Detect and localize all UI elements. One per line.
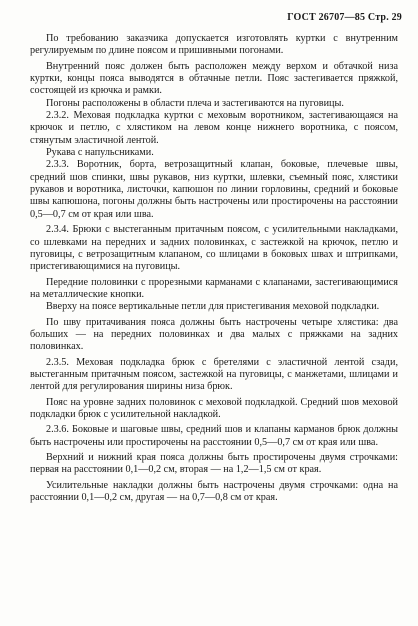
paragraph: Пояс на уровне задних половинок с меховой подкладкой. Средний шов меховой подкладки брюк с усилительной накладкой. — [30, 396, 398, 420]
paragraph: 2.3.3. Воротник, борта, ветрозащитный клапан, боковые, плечевые швы, средний шов спинки, швы рукавов, низ куртки, шлевки, съемный пояс, хлястики рукавов и воротника, листочки, капюшон по линии горловины, средний и боковые швы капюшона, погоны должны быть настрочены или простирочены на расстоянии 0,5—0,7 см от края или шва. — [30, 159, 398, 220]
paragraph: Погоны расположены в области плеча и застегиваются на пуговицы. — [46, 97, 344, 109]
page-header: ГОСТ 26707—85 Стр. 29 — [287, 12, 402, 23]
paragraph: 2.3.4. Брюки с выстеганным притачным поясом, с усилительными накладками, со шлевками на передних и задних половинках, с застежкой на крючок, петлю и пуговицы, с ветрозащитным клапаном, со шлицами в боковых швах и штрипками, пристегивающимися на пуговицы. — [30, 224, 398, 273]
paragraph: Усилительные накладки должны быть настрочены двумя строчками: одна на расстоянии 0,1—0,2 см, другая — на 0,7—0,8 см от края. — [30, 479, 398, 504]
paragraph: Вверху на поясе вертикальные петли для пристегивания меховой подкладки. — [46, 301, 380, 313]
paragraph: По требованию заказчика допускается изготовлять куртки с внутренним регулируемым по длине поясом и пришивными погонами. — [30, 33, 398, 57]
paragraph: Внутренний пояс должен быть расположен между верхом и обтачкой низа куртки, концы пояса выводятся в обтачные петли. Пояс застегивается пряжкой, состоящей из крючка и рамки. — [30, 60, 398, 97]
paragraph: Передние половинки с прорезными карманами с клапанами, застегивающимися на металлические кнопки. — [30, 276, 398, 300]
document-body — [30, 33, 398, 504]
paragraph: 2.3.6. Боковые и шаговые швы, средний шов и клапаны карманов брюк должны быть настрочены или простирочены на расстоянии 0,5—0,7 см от края или шва. — [30, 424, 398, 448]
paragraph: 2.3.2. Меховая подкладка куртки с меховым воротником, застегивающаяся на крючок и петлю, с хлястиком на левом конце нижнего воротника, с поясом, стянутым эластичной лентой. — [30, 110, 398, 146]
paragraph: По шву притачивания пояса должны быть настрочены четыре хлястика: два больших — на передних половинках и два малых с пряжками на задних половинках. — [30, 316, 398, 353]
paragraph: Рукава с напульсниками. — [46, 147, 154, 159]
paragraph: 2.3.5. Меховая подкладка брюк с бретелями с эластичной лентой сзади, выстеганным притачным поясом, застежкой на пуговицы, с манжетами, шлицами и лентой для регулирования ширины низа брюк. — [30, 356, 398, 393]
paragraph: Верхний и нижний края пояса должны быть простирочены двумя строчками: первая на расстоянии 0,1—0,2 см, вторая — на 1,2—1,5 см от края. — [30, 452, 398, 476]
